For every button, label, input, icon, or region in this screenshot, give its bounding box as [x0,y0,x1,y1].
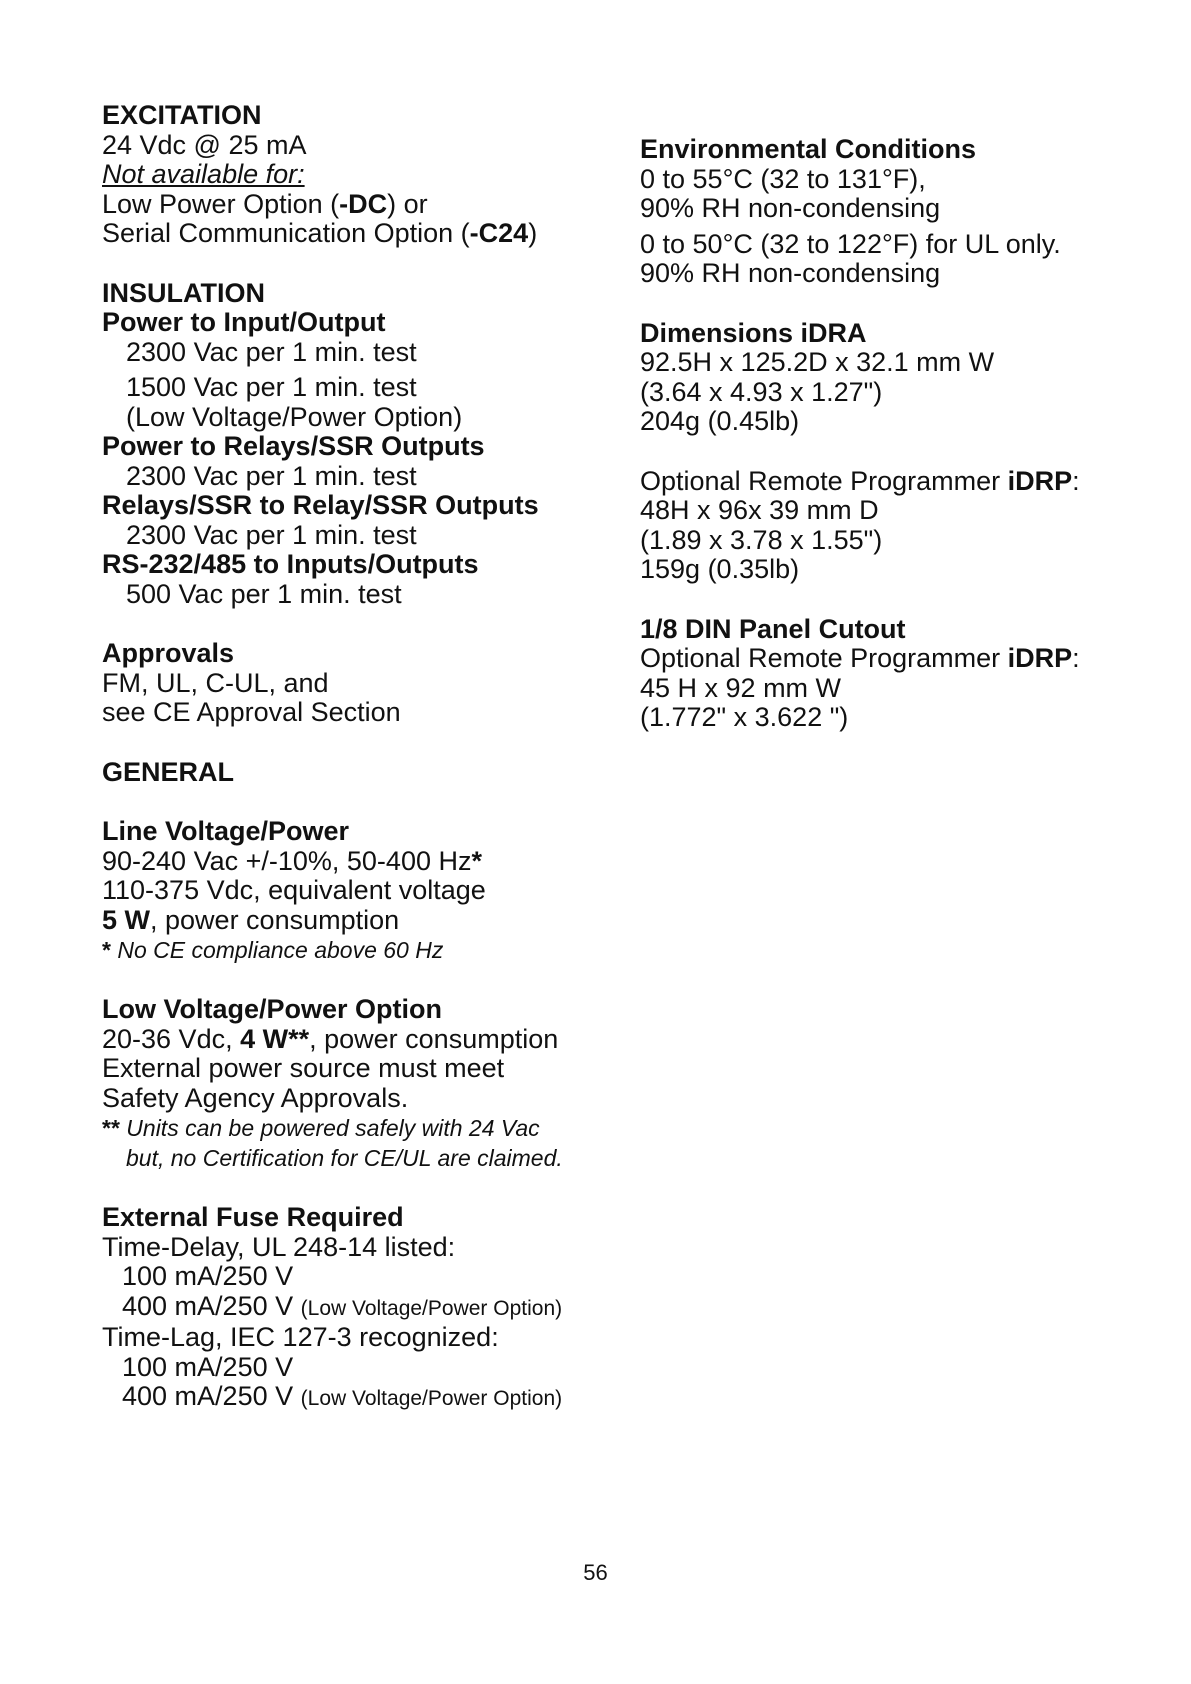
cutout-section [640,615,1160,733]
environment-line1: 0 to 55°C (32 to 131°F), [640,163,926,194]
left-column [102,101,622,1414]
line-voltage-note: * No CE compliance above 60 Hz [102,937,444,963]
remote-line3: 159g (0.35lb) [640,554,800,584]
excitation-heading: EXCITATION [102,100,262,130]
dimensions-line3: 204g (0.45lb) [640,406,800,436]
approvals-line1: FM, UL, C-UL, and [102,667,329,698]
dimensions-heading: Dimensions iDRA [640,317,867,348]
low-voltage-section [102,995,622,1173]
environment-line4: 90% RH non-condensing [640,258,941,288]
insulation-section [102,279,622,610]
line-voltage-heading: Line Voltage/Power [102,816,350,846]
power-io-low-note: (Low Voltage/Power Option) [126,401,463,432]
fuse-section [102,1203,622,1414]
cutout-heading: 1/8 DIN Panel Cutout [640,613,906,644]
dimensions-line2: (3.64 x 4.93 x 1.27") [640,376,883,407]
low-voltage-line1: 20-36 Vdc, 4 W**, power consumption [102,1023,559,1054]
relays-test: 2300 Vac per 1 min. test [126,519,417,550]
environment-section [640,135,1160,289]
line-voltage-line1: 90-240 Vac +/-10%, 50-400 Hz* [102,845,482,876]
environment-line2: 90% RH non-condensing [640,193,941,223]
fuse-time-delay: Time-Delay, UL 248-14 listed: [102,1231,456,1262]
remote-line1: 48H x 96x 39 mm D [640,495,879,525]
rs-heading: RS-232/485 to Inputs/Outputs [102,549,479,579]
fuse-td-1: 100 mA/250 V [122,1261,294,1291]
not-available-label: Not available for: [102,159,305,189]
fuse-heading: External Fuse Required [102,1202,404,1232]
environment-heading: Environmental Conditions [640,134,977,164]
rs-test: 500 Vac per 1 min. test [126,578,402,609]
approvals-line2: see CE Approval Section [102,697,401,727]
low-power-option-line: Low Power Option (-DC) or [102,188,428,219]
low-voltage-note2: but, no Certification for CE/UL are claimed. [126,1145,563,1171]
line-voltage-line2: 110-375 Vdc, equivalent voltage [102,875,486,905]
excitation-section [102,101,622,249]
line-voltage-line3: 5 W, power consumption [102,904,400,935]
low-voltage-line2: External power source must meet [102,1053,505,1083]
environment-line3: 0 to 50°C (32 to 122°F) for UL only. [640,228,1061,259]
fuse-tl-1: 100 mA/250 V [122,1351,294,1382]
cutout-line2: (1.772" x 3.622 ") [640,702,849,732]
power-io-test: 2300 Vac per 1 min. test [126,336,417,367]
line-voltage-section [102,817,622,965]
power-relays-test: 2300 Vac per 1 min. test [126,460,417,491]
cutout-line1: 45 H x 92 mm W [640,672,842,703]
insulation-heading: INSULATION [102,277,265,308]
general-heading: GENERAL [102,756,235,787]
fuse-td-2: 400 mA/250 V (Low Voltage/Power Option) [122,1290,563,1321]
right-column [640,135,1160,733]
remote-line2: (1.89 x 3.78 x 1.55") [640,524,883,555]
low-voltage-line3: Safety Agency Approvals. [102,1082,409,1113]
dimensions-section [640,319,1160,585]
low-voltage-note1: ** Units can be powered safely with 24 Vac [102,1115,540,1141]
approvals-section [102,639,622,728]
fuse-time-lag: Time-Lag, IEC 127-3 recognized: [102,1322,499,1352]
approvals-heading: Approvals [102,638,235,668]
power-io-test-low: 1500 Vac per 1 min. test [126,372,417,402]
excitation-value: 24 Vdc @ 25 mA [102,129,307,160]
power-relays-heading: Power to Relays/SSR Outputs [102,431,485,461]
page-number: 56 [583,1560,608,1585]
low-voltage-heading: Low Voltage/Power Option [102,994,443,1024]
dimensions-line1: 92.5H x 125.2D x 32.1 mm W [640,347,995,377]
power-io-heading: Power to Input/Output [102,307,386,337]
serial-option-line: Serial Communication Option (-C24) [102,218,538,248]
relays-heading: Relays/SSR to Relay/SSR Outputs [102,490,539,520]
fuse-tl-2: 400 mA/250 V (Low Voltage/Power Option) [122,1381,563,1411]
remote-programmer-line: Optional Remote Programmer iDRP: [640,465,1080,496]
cutout-remote-line: Optional Remote Programmer iDRP: [640,643,1080,673]
